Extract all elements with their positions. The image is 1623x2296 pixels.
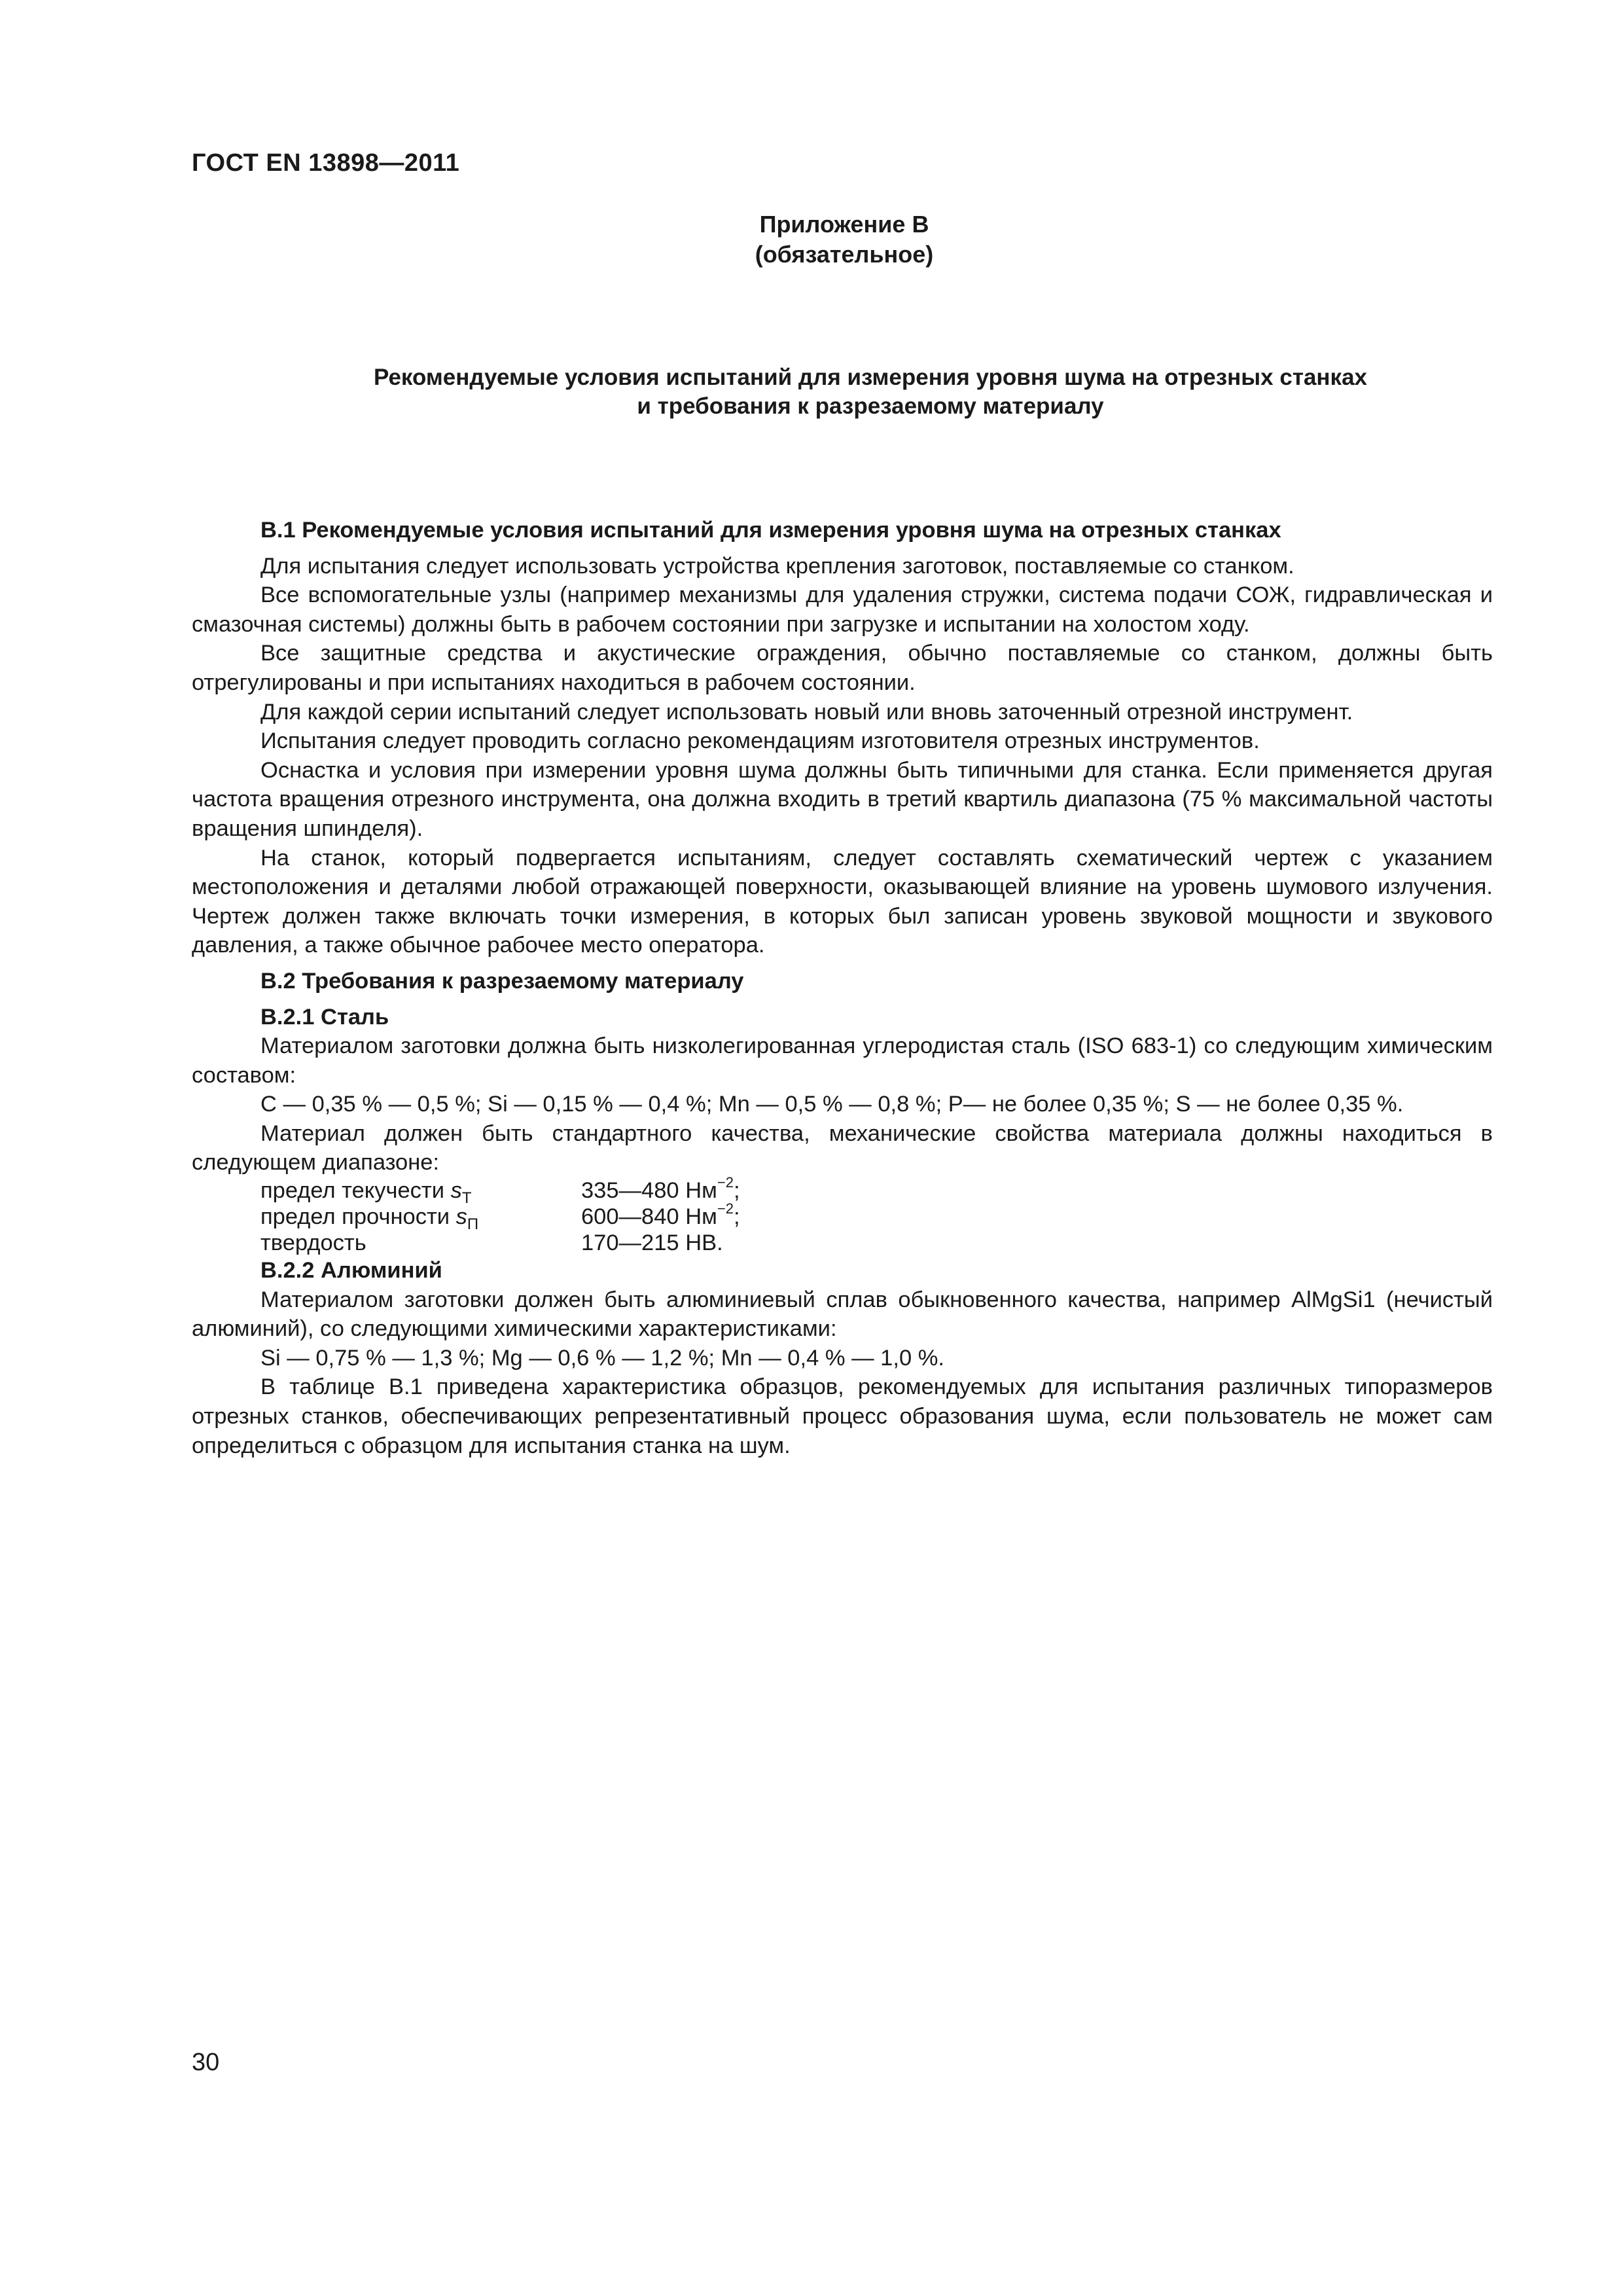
appendix-label: Приложение В xyxy=(759,211,929,238)
property-row xyxy=(260,1230,1493,1256)
property-subscript: П xyxy=(467,1215,479,1234)
paragraph: Испытания следует проводить согласно рекомендациям изготовителя отрезных инструментов. xyxy=(260,728,1260,754)
property-row xyxy=(260,1200,1493,1234)
paragraph: Оснастка и условия при измерении уровня шума должны быть типичными для станка. Если применяется другая частота вращения отрезного инструмента, она должна входить в третий квартиль диапазона (75 % максимальной частоты вращения шпинделя). xyxy=(192,757,1493,841)
paragraph: Материалом заготовки должен быть алюминиевый сплав обыкновенного качества, например AlMgSi1 (нечистый алюминий), со следующими химическими характеристиками: xyxy=(192,1287,1493,1342)
appendix-title-line2: и требования к разрезаемому материалу xyxy=(637,393,1104,419)
property-value: 335—480 Нм xyxy=(581,1178,717,1204)
property-tail: ; xyxy=(733,1178,740,1204)
composition-line: С — 0,35 % — 0,5 %; Si — 0,15 % — 0,4 %; Mn — 0,5 % — 0,8 %; P— не более 0,35 %; S — не более 0,35 %. xyxy=(260,1092,1404,1117)
paragraph: Все защитные средства и акустические ограждения, обычно поставляемые со станком, должны быть отрегулированы и при испытаниях находиться в рабочем состоянии. xyxy=(192,641,1493,695)
property-value: 600—840 Нм xyxy=(581,1204,717,1230)
paragraph: Материал должен быть стандартного качества, механические свойства материала должны находиться в следующем диапазоне: xyxy=(192,1121,1493,1175)
property-name: предел прочности xyxy=(260,1204,456,1230)
mechanical-properties xyxy=(192,1174,1493,1256)
property-symbol: s xyxy=(455,1204,467,1230)
property-value: 170—215 НВ. xyxy=(581,1230,723,1256)
appendix-title-line1: Рекомендуемые условия испытаний для измерения уровня шума на отрезных станках xyxy=(373,365,1368,390)
section-b22-heading: В.2.2 Алюминий xyxy=(260,1258,442,1283)
property-exponent: −2 xyxy=(717,1174,734,1191)
section-b2-heading: В.2 Требования к разрезаемому материалу xyxy=(260,968,744,994)
appendix-status: (обязательное) xyxy=(755,241,934,268)
property-tail: ; xyxy=(733,1204,740,1230)
paragraph: В таблице В.1 приведена характеристика образцов, рекомендуемых для испытания различных типоразмеров отрезных станков, обеспечивающих репрезентативный процесс образования шума, если пользователь не может сам определиться с образцом для испытания станка на шум. xyxy=(192,1374,1493,1458)
property-row xyxy=(260,1174,1493,1208)
property-symbol: s xyxy=(450,1178,462,1204)
section-b21-heading: В.2.1 Сталь xyxy=(260,1004,389,1030)
paragraph: Для испытания следует использовать устройства крепления заготовок, поставляемые со станком. xyxy=(260,553,1294,579)
composition-line: Si — 0,75 % — 1,3 %; Mg — 0,6 % — 1,2 %; Mn — 0,4 % — 1,0 %. xyxy=(260,1345,944,1371)
section-b1-heading: В.1 Рекомендуемые условия испытаний для измерения уровня шума на отрезных станках xyxy=(260,518,1281,543)
paragraph: Для каждой серии испытаний следует использовать новый или вновь заточенный отрезной инструмент. xyxy=(260,699,1353,725)
paragraph: На станок, который подвергается испытаниям, следует составлять схематический чертеж с указанием местоположения и деталями любой отражающей поверхности, оказывающей влияние на уровень шумового излучения. Чертеж должен также включать точки измерения, в которых был записан уровень звуковой мощности и звукового давления, а также обычное рабочее место оператора. xyxy=(192,845,1493,958)
page-number: 30 xyxy=(192,2049,220,2076)
standard-code: ГОСТ EN 13898—2011 xyxy=(192,149,460,177)
property-name: предел текучести xyxy=(260,1178,451,1204)
property-exponent: −2 xyxy=(717,1200,734,1217)
property-name: твердость xyxy=(260,1230,366,1256)
document-body xyxy=(192,516,1493,1460)
paragraph: Материалом заготовки должна быть низколегированная углеродистая сталь (ISO 683-1) со следующим химическим составом: xyxy=(192,1033,1493,1088)
paragraph: Все вспомогательные узлы (например механизмы для удаления стружки, система подачи СОЖ, гидравлическая и смазочная системы) должны быть в рабочем состоянии при загрузке и испытании на холостом ходу. xyxy=(192,583,1493,637)
property-subscript: T xyxy=(461,1189,472,1208)
